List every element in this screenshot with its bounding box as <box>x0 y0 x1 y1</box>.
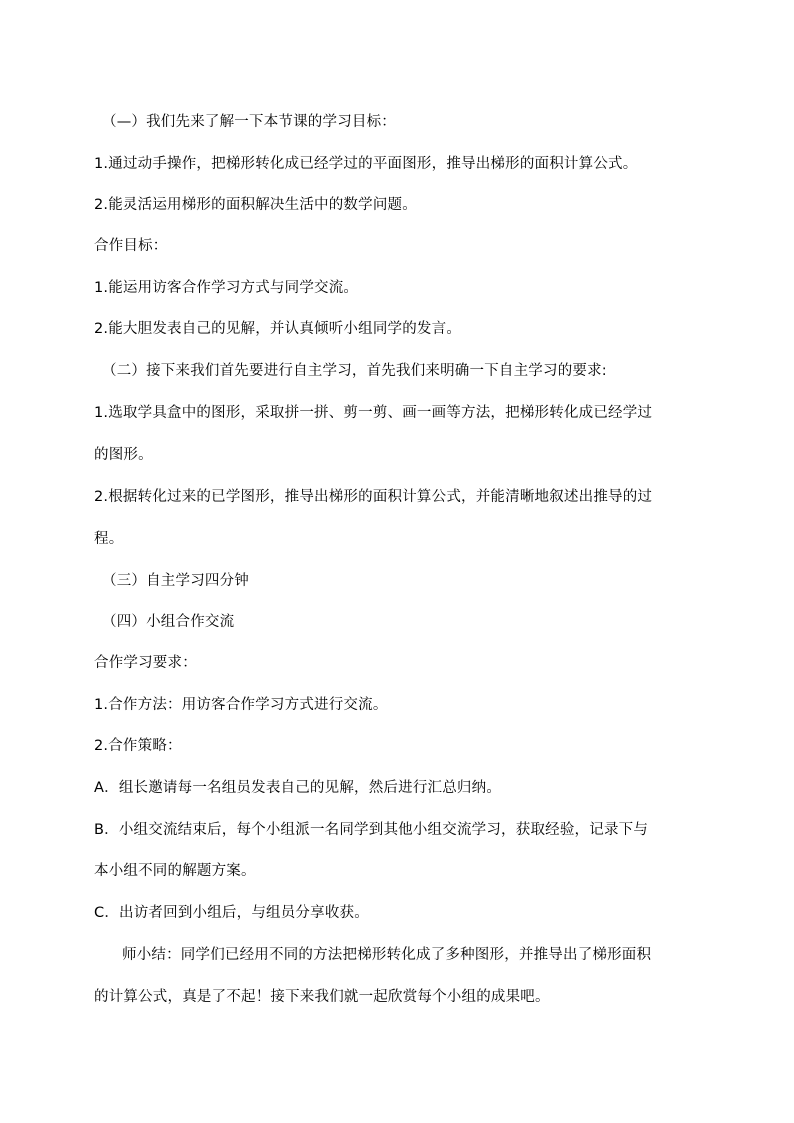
strategy-b: B．小组交流结束后，每个小组派一名同学到其他小组交流学习，获取经验，记录下与 <box>94 822 649 838</box>
cooperation-goal-1: 1.能运用访客合作学习方式与同学交流。 <box>94 280 359 296</box>
teacher-summary: 师小结：同学们已经用不同的方法把梯形转化成了多种图形，并推导出了梯形面积 <box>122 947 652 963</box>
group-study-requirements-heading: 合作学习要求： <box>94 655 197 671</box>
section-three-heading: （三）自主学习四分钟 <box>102 573 249 589</box>
self-study-requirement-1-cont: 的图形。 <box>94 447 153 463</box>
cooperation-strategy-heading: 2.合作策略： <box>94 738 182 754</box>
self-study-requirement-2-cont: 程。 <box>94 531 124 547</box>
strategy-b-cont: 本小组不同的解题方案。 <box>94 863 256 879</box>
teacher-summary-cont: 的计算公式，真是了不起！接下来我们就一起欣赏每个小组的成果吧。 <box>94 989 550 1005</box>
self-study-requirement-1: 1.选取学具盒中的图形，采取拼一拼、剪一剪、画一画等方法，把梯形转化成已经学过 <box>94 405 653 421</box>
section-one-heading: （—）我们先来了解一下本节课的学习目标： <box>102 114 396 130</box>
strategy-c: C．出访者回到小组后，与组员分享收获。 <box>94 905 369 921</box>
cooperation-goal-2: 2.能大胆发表自己的见解，并认真倾听小组同学的发言。 <box>94 321 462 337</box>
strategy-a: A．组长邀请每一名组员发表自己的见解，然后进行汇总归纳。 <box>94 780 502 796</box>
section-four-heading: （四）小组合作交流 <box>102 614 235 630</box>
cooperation-method: 1.合作方法：用访客合作学习方式进行交流。 <box>94 697 388 713</box>
cooperation-goals-heading: 合作目标： <box>94 238 168 254</box>
learning-goal-2: 2.能灵活运用梯形的面积解决生活中的数学问题。 <box>94 197 417 213</box>
self-study-requirement-2: 2.根据转化过来的已学图形，推导出梯形的面积计算公式，并能清晰地叙述出推导的过 <box>94 489 653 505</box>
section-two-heading: （二）接下来我们首先要进行自主学习，首先我们来明确一下自主学习的要求: <box>102 363 607 379</box>
learning-goal-1: 1.通过动手操作，把梯形转化成已经学过的平面图形，推导出梯形的面积计算公式。 <box>94 156 638 172</box>
